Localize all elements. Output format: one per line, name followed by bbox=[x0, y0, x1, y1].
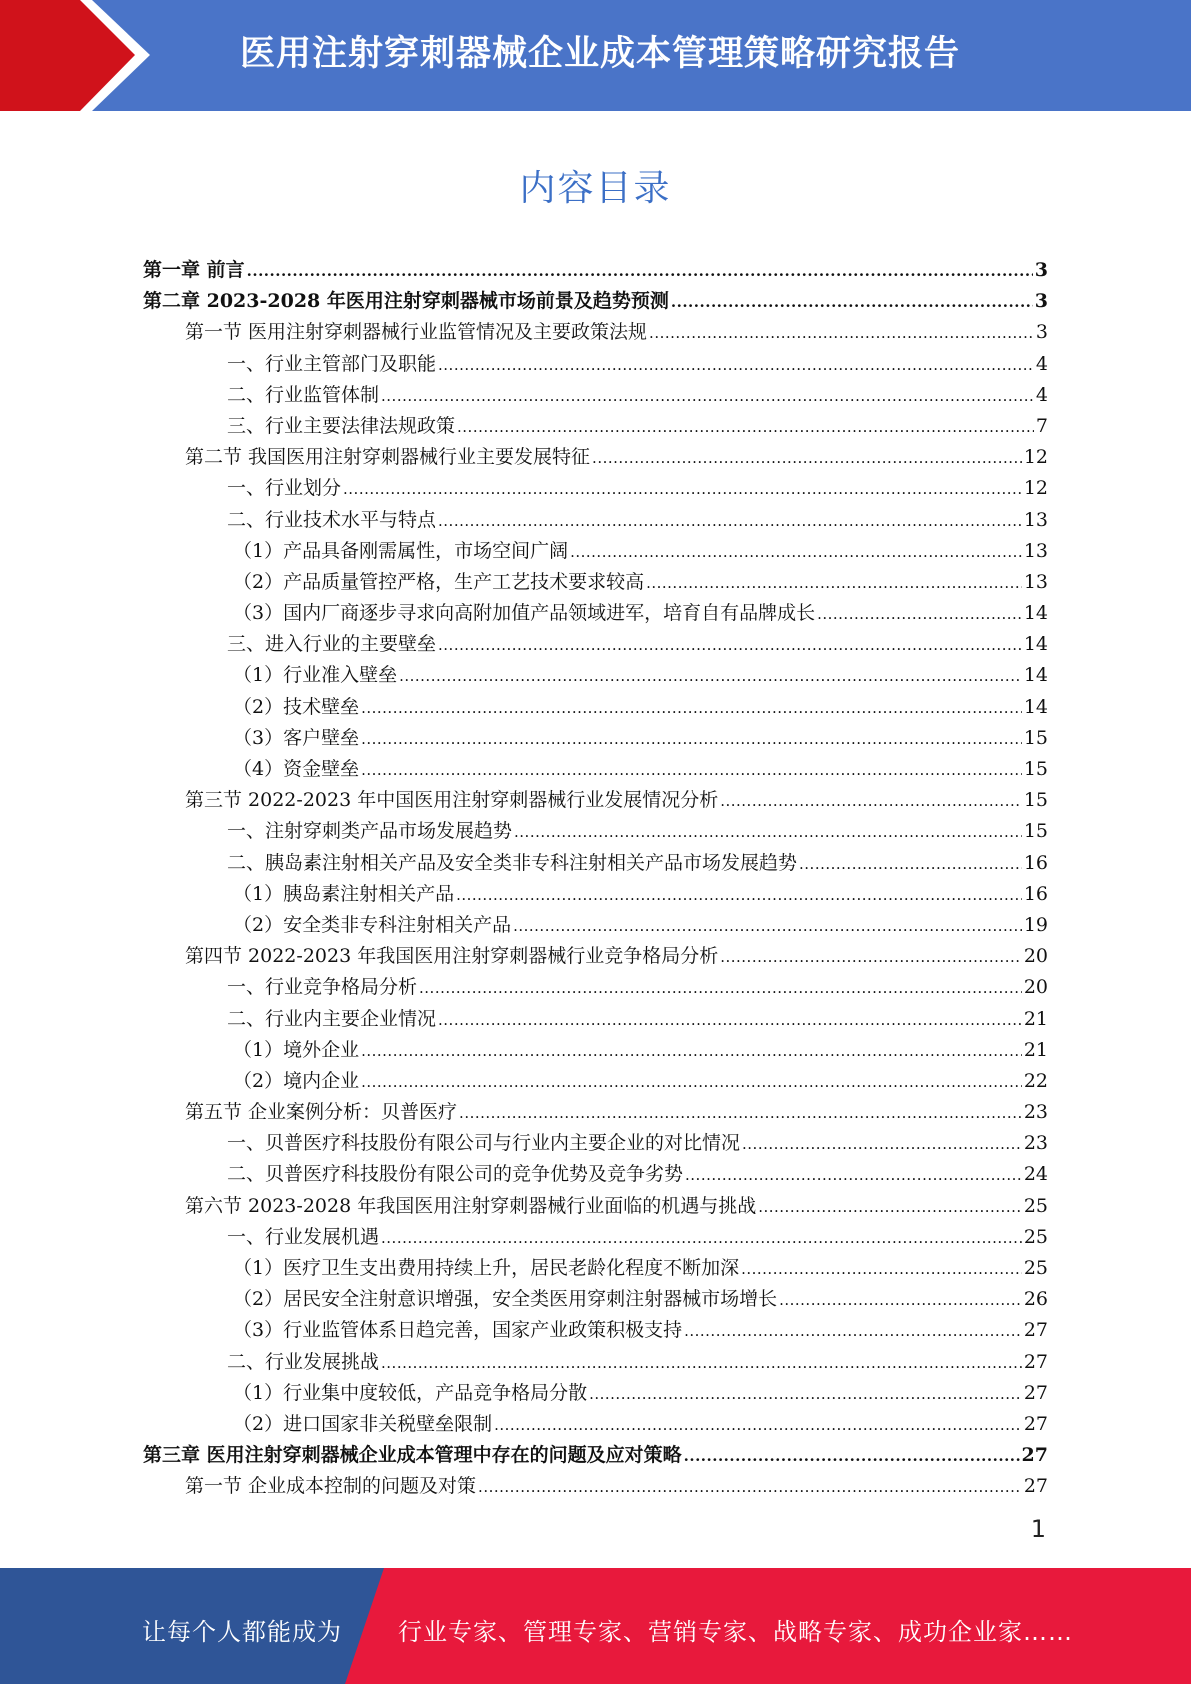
table-of-contents bbox=[143, 255, 1048, 1503]
toc-entry-page: 4 bbox=[1035, 383, 1048, 406]
toc-leader-dots bbox=[671, 286, 1033, 318]
toc-leader-dots bbox=[361, 723, 1022, 755]
toc-leader-dots bbox=[361, 1066, 1022, 1098]
toc-leader-dots bbox=[779, 1284, 1022, 1316]
toc-entry-page: 22 bbox=[1023, 1069, 1048, 1092]
toc-entry-page: 25 bbox=[1023, 1194, 1048, 1217]
toc-entry-title: （2）产品质量管控严格，生产工艺技术要求较高 bbox=[233, 570, 645, 593]
report-title: 医用注射穿刺器械企业成本管理策略研究报告 bbox=[240, 34, 961, 74]
toc-entry-page: 27 bbox=[1023, 1381, 1048, 1404]
toc-entry[interactable] bbox=[143, 1035, 1048, 1066]
toc-entry-page: 25 bbox=[1023, 1225, 1048, 1248]
toc-leader-dots bbox=[684, 1440, 1020, 1472]
toc-entry-page: 19 bbox=[1023, 913, 1048, 936]
toc-entry[interactable] bbox=[143, 692, 1048, 723]
toc-entry-title: 二、行业监管体制 bbox=[227, 383, 380, 406]
toc-leader-dots bbox=[438, 1004, 1022, 1036]
toc-entry-title: （4）资金壁垒 bbox=[233, 758, 360, 780]
toc-entry-title: （2）境内企业 bbox=[233, 1069, 360, 1092]
toc-entry[interactable] bbox=[143, 286, 1048, 317]
toc-entry[interactable] bbox=[143, 879, 1048, 910]
toc-leader-dots bbox=[399, 660, 1022, 692]
toc-leader-dots bbox=[381, 380, 1034, 412]
toc-leader-dots bbox=[592, 442, 1022, 474]
toc-entry-title: （2）进口国家非关税壁垒限制 bbox=[233, 1412, 493, 1435]
toc-entry-title: （3）行业监管体系日趋完善，国家产业政策积极支持 bbox=[233, 1319, 683, 1342]
toc-entry[interactable] bbox=[143, 1004, 1048, 1035]
toc-entry-page: 16 bbox=[1023, 851, 1048, 874]
toc-entry-title: （2）居民安全注射意识增强，安全类医用穿刺注射器械市场增长 bbox=[233, 1288, 778, 1311]
toc-leader-dots bbox=[741, 1253, 1022, 1285]
toc-entry-title: 第六节 2023-2028 年我国医用注射穿刺器械行业面临的机遇与挑战 bbox=[185, 1194, 757, 1217]
toc-entry[interactable] bbox=[143, 1191, 1048, 1222]
toc-entry[interactable] bbox=[143, 754, 1048, 785]
toc-leader-dots bbox=[247, 255, 1033, 287]
toc-entry-title: 二、行业内主要企业情况 bbox=[227, 1007, 437, 1030]
toc-entry-page: 13 bbox=[1023, 570, 1048, 593]
toc-entry-page: 27 bbox=[1023, 1319, 1048, 1342]
toc-entry-title: （1）产品具备刚需属性，市场空间广阔 bbox=[233, 539, 569, 562]
toc-leader-dots bbox=[361, 754, 1022, 786]
toc-leader-dots bbox=[514, 816, 1022, 848]
toc-entry[interactable] bbox=[143, 972, 1048, 1003]
toc-entry-title: 二、行业发展挑战 bbox=[227, 1350, 380, 1373]
toc-leader-dots bbox=[457, 411, 1034, 443]
toc-entry-page: 15 bbox=[1023, 726, 1048, 749]
toc-entry-title: 第三章 医用注射穿刺器械企业成本管理中存在的问题及应对策略 bbox=[143, 1444, 682, 1467]
toc-entry-page: 20 bbox=[1023, 976, 1048, 999]
toc-leader-dots bbox=[684, 1315, 1022, 1347]
toc-entry-title: 第一章 前言 bbox=[143, 259, 245, 281]
toc-entry-page: 12 bbox=[1023, 446, 1048, 469]
toc-entry[interactable] bbox=[143, 442, 1048, 473]
toc-entry[interactable] bbox=[143, 349, 1048, 380]
toc-leader-dots bbox=[419, 972, 1022, 1004]
toc-entry-page: 20 bbox=[1023, 945, 1048, 968]
toc-entry[interactable] bbox=[143, 473, 1048, 504]
toc-entry-title: 第三节 2022-2023 年中国医用注射穿刺器械行业发展情况分析 bbox=[185, 789, 719, 812]
toc-entry-title: 第二节 我国医用注射穿刺器械行业主要发展特征 bbox=[185, 446, 591, 469]
toc-entry-title: 一、注射穿刺类产品市场发展趋势 bbox=[227, 820, 513, 843]
toc-entry-title: 第五节 企业案例分析：贝普医疗 bbox=[185, 1101, 458, 1124]
toc-entry-title: 第一节 医用注射穿刺器械行业监管情况及主要政策法规 bbox=[185, 321, 648, 344]
page-number: 1 bbox=[1030, 1515, 1046, 1543]
toc-entry[interactable] bbox=[143, 941, 1048, 972]
toc-leader-dots bbox=[456, 879, 1022, 911]
toc-entry-title: 一、行业划分 bbox=[227, 477, 342, 500]
toc-leader-dots bbox=[438, 349, 1034, 381]
toc-entry[interactable] bbox=[143, 255, 1048, 286]
toc-entry-title: 一、行业竞争格局分析 bbox=[227, 976, 418, 999]
toc-leader-dots bbox=[343, 473, 1022, 505]
toc-leader-dots bbox=[720, 785, 1022, 817]
toc-entry[interactable] bbox=[143, 1315, 1048, 1346]
toc-entry-page: 7 bbox=[1035, 414, 1048, 437]
toc-entry-title: 三、进入行业的主要壁垒 bbox=[227, 633, 437, 656]
toc-entry[interactable] bbox=[143, 910, 1048, 941]
toc-entry-title: 二、行业技术水平与特点 bbox=[227, 508, 437, 531]
toc-entry-title: （2）技术壁垒 bbox=[233, 695, 360, 718]
toc-entry-page: 27 bbox=[1023, 1475, 1048, 1498]
toc-entry[interactable] bbox=[143, 816, 1048, 847]
toc-entry-title: （1）行业集中度较低，产品竞争格局分散 bbox=[233, 1381, 588, 1404]
toc-leader-dots bbox=[649, 317, 1034, 349]
toc-entry-title: 一、行业发展机遇 bbox=[227, 1225, 380, 1248]
toc-leader-dots bbox=[478, 1471, 1022, 1503]
toc-entry-title: （1）胰岛素注射相关产品 bbox=[233, 882, 455, 905]
toc-entry[interactable] bbox=[143, 723, 1048, 754]
toc-entry[interactable] bbox=[143, 1128, 1048, 1159]
toc-entry-page: 27 bbox=[1023, 1350, 1048, 1373]
toc-leader-dots bbox=[438, 629, 1022, 661]
toc-entry[interactable] bbox=[143, 1066, 1048, 1097]
footer-slogan-right: 行业专家、管理专家、营销专家、战略专家、成功企业家…… bbox=[398, 1618, 1073, 1646]
toc-leader-dots bbox=[494, 1409, 1022, 1441]
toc-entry-page: 3 bbox=[1034, 290, 1048, 313]
toc-entry-page: 27 bbox=[1023, 1412, 1048, 1435]
toc-leader-dots bbox=[513, 910, 1022, 942]
toc-entry-title: （1）医疗卫生支出费用持续上升，居民老龄化程度不断加深 bbox=[233, 1257, 740, 1279]
toc-entry[interactable] bbox=[143, 598, 1048, 629]
toc-leader-dots bbox=[646, 567, 1022, 599]
toc-leader-dots bbox=[685, 1159, 1022, 1191]
toc-leader-dots bbox=[742, 1128, 1022, 1160]
toc-entry[interactable] bbox=[143, 1284, 1048, 1315]
toc-entry[interactable] bbox=[143, 317, 1048, 348]
toc-leader-dots bbox=[758, 1191, 1022, 1223]
toc-entry-page: 3 bbox=[1035, 321, 1048, 344]
toc-entry-page: 16 bbox=[1023, 882, 1048, 905]
toc-leader-dots bbox=[459, 1097, 1022, 1129]
toc-entry-page: 15 bbox=[1023, 758, 1048, 780]
toc-entry-page: 3 bbox=[1034, 259, 1048, 281]
toc-entry-page: 23 bbox=[1023, 1101, 1048, 1124]
toc-leader-dots bbox=[817, 598, 1022, 630]
toc-entry-page: 27 bbox=[1021, 1444, 1048, 1467]
toc-leader-dots bbox=[720, 941, 1022, 973]
toc-entry[interactable] bbox=[143, 1378, 1048, 1409]
toc-entry-title: 三、行业主要法律法规政策 bbox=[227, 414, 456, 437]
toc-entry[interactable] bbox=[143, 567, 1048, 598]
toc-entry-title: （3）客户壁垒 bbox=[233, 726, 360, 749]
toc-entry-title: （2）安全类非专科注射相关产品 bbox=[233, 913, 512, 936]
footer-slogan-left: 让每个人都能成为 bbox=[142, 1618, 342, 1646]
toc-entry[interactable] bbox=[143, 1471, 1048, 1502]
toc-entry[interactable] bbox=[143, 1347, 1048, 1378]
toc-entry[interactable] bbox=[143, 848, 1048, 879]
toc-entry-page: 14 bbox=[1023, 602, 1048, 625]
toc-entry[interactable] bbox=[143, 629, 1048, 660]
toc-entry-page: 26 bbox=[1023, 1288, 1048, 1311]
toc-entry-page: 15 bbox=[1023, 789, 1048, 812]
toc-entry-page: 14 bbox=[1023, 633, 1048, 656]
toc-entry-page: 23 bbox=[1023, 1132, 1048, 1155]
toc-entry[interactable] bbox=[143, 380, 1048, 411]
toc-entry[interactable] bbox=[143, 536, 1048, 567]
toc-entry[interactable] bbox=[143, 1222, 1048, 1253]
toc-heading: 内容目录 bbox=[519, 168, 672, 209]
toc-leader-dots bbox=[570, 536, 1022, 568]
toc-entry[interactable] bbox=[143, 505, 1048, 536]
toc-entry-page: 12 bbox=[1023, 477, 1048, 500]
toc-entry[interactable] bbox=[143, 1097, 1048, 1128]
toc-entry-title: （3）国内厂商逐步寻求向高附加值产品领域进军，培育自有品牌成长 bbox=[233, 602, 816, 625]
toc-entry-page: 21 bbox=[1023, 1007, 1048, 1030]
toc-leader-dots bbox=[589, 1378, 1022, 1410]
toc-entry[interactable] bbox=[143, 660, 1048, 691]
toc-entry[interactable] bbox=[143, 785, 1048, 816]
toc-entry-title: 一、贝普医疗科技股份有限公司与行业内主要企业的对比情况 bbox=[227, 1132, 741, 1155]
toc-entry[interactable] bbox=[143, 1159, 1048, 1190]
toc-entry-title: （1）行业准入壁垒 bbox=[233, 664, 398, 687]
toc-entry[interactable] bbox=[143, 411, 1048, 442]
toc-entry-page: 13 bbox=[1023, 539, 1048, 562]
toc-entry-page: 24 bbox=[1023, 1163, 1048, 1186]
toc-entry-title: 第二章 2023-2028 年医用注射穿刺器械市场前景及趋势预测 bbox=[143, 290, 669, 313]
toc-entry-title: 第四节 2022-2023 年我国医用注射穿刺器械行业竞争格局分析 bbox=[185, 945, 719, 968]
toc-leader-dots bbox=[438, 505, 1022, 537]
toc-entry-page: 14 bbox=[1023, 695, 1048, 718]
toc-entry-page: 21 bbox=[1023, 1038, 1048, 1061]
toc-leader-dots bbox=[381, 1347, 1022, 1379]
toc-entry-page: 4 bbox=[1035, 352, 1048, 375]
page-header bbox=[0, 0, 1191, 111]
toc-entry-page: 13 bbox=[1023, 508, 1048, 531]
toc-entry[interactable] bbox=[143, 1409, 1048, 1440]
toc-entry-title: 第一节 企业成本控制的问题及对策 bbox=[185, 1475, 477, 1498]
toc-entry-page: 25 bbox=[1023, 1257, 1048, 1279]
toc-leader-dots bbox=[361, 692, 1022, 724]
toc-leader-dots bbox=[799, 848, 1022, 880]
toc-entry-title: 一、行业主管部门及职能 bbox=[227, 352, 437, 375]
toc-leader-dots bbox=[361, 1035, 1022, 1067]
toc-entry[interactable] bbox=[143, 1440, 1048, 1471]
toc-entry-title: 二、胰岛素注射相关产品及安全类非专科注射相关产品市场发展趋势 bbox=[227, 851, 798, 874]
toc-entry-page: 14 bbox=[1023, 664, 1048, 687]
toc-entry-title: （1）境外企业 bbox=[233, 1038, 360, 1061]
page-footer bbox=[0, 1568, 1191, 1684]
toc-leader-dots bbox=[381, 1222, 1022, 1254]
toc-entry[interactable] bbox=[143, 1253, 1048, 1284]
toc-entry-title: 二、贝普医疗科技股份有限公司的竞争优势及竞争劣势 bbox=[227, 1163, 684, 1186]
toc-entry-page: 15 bbox=[1023, 820, 1048, 843]
